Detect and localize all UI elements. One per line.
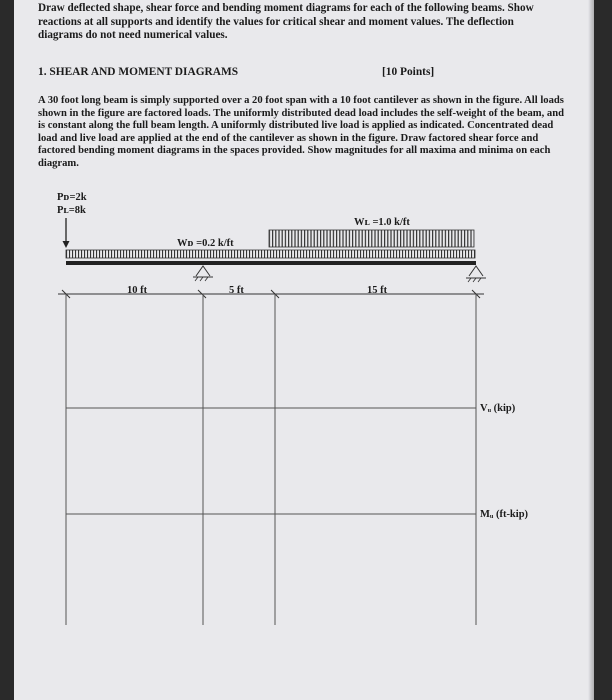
point-dead-load-label: Pᴅ=2k [57, 192, 87, 203]
pin-support [193, 266, 213, 281]
section-heading: 1. SHEAR AND MOMENT DIAGRAMS [38, 66, 239, 78]
section-points: [10 Points] [382, 66, 435, 78]
problem-statement: A 30 foot long beam is simply supported over a 20 foot span with a 10 foot cantilever as shown in the figure. All loads shown in the figure are factored loads. The uniformly distributed dead load includes the self-weight of the beam, and is constant along the full beam length. A uniformly distributed live load is applied as indicated. Concentrated dead load and live load are applied at the end of the cantilever as shown in the figure. Draw factored shear force and factored bending moment diagrams in the spaces provided. Show magnitudes for all maxima and minima on each diagram. [38, 95, 564, 169]
live-load-block [269, 230, 474, 247]
point-live-load-label: Pʟ=8k [57, 205, 86, 216]
dead-load-label: Wᴅ =0.2 k/ft [177, 238, 234, 249]
diagram-grid [66, 294, 476, 625]
dimension-line [58, 290, 484, 298]
beam [66, 261, 476, 265]
instructions-text: Draw deflected shape, shear force and bending moment diagrams for each of the following beams. Show reactions at all supports and identify the values for critical shear and moment values. The deflection diagrams do not need numerical values. [38, 2, 534, 42]
dimension-10ft: 10 ft [127, 285, 148, 296]
roller-support [466, 266, 486, 282]
dead-load-strip [66, 250, 475, 258]
moment-diagram-label: Mᵤ (ft-kip) [480, 509, 529, 520]
live-load-label: Wʟ =1.0 k/ft [354, 217, 410, 228]
dimension-5ft: 5 ft [229, 285, 244, 296]
point-load-arrow [63, 218, 70, 248]
shear-diagram-label: Vᵤ (kip) [480, 403, 516, 414]
dimension-15ft: 15 ft [367, 285, 388, 296]
